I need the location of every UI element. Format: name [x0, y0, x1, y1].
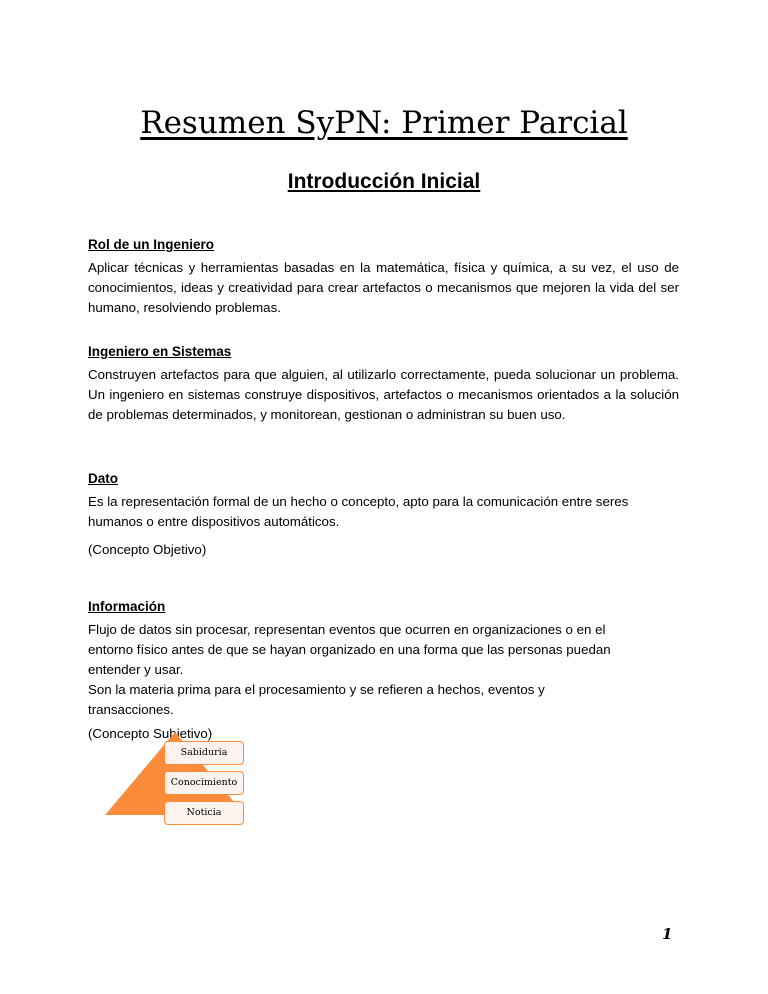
note-dato: (Concepto Objetivo): [88, 542, 207, 557]
heading-rol-ingeniero: Rol de un Ingeniero: [88, 237, 215, 252]
pyramid-level-sabiduria: Sabiduria: [164, 741, 244, 765]
paragraph-informacion-2: Son la materia prima para el procesamiento y se refieren a hechos, eventos y transacciones.: [88, 682, 545, 717]
heading-informacion: Información: [88, 599, 166, 614]
pyramid-level-conocimiento: Conocimiento: [164, 771, 244, 795]
paragraph-ingeniero-sistemas: Construyen artefactos para que alguien, al utilizarlo correctamente, pueda solucionar un problema. Un ingeniero en sistemas construye dispositivos, artefactos o mecanismos orientados a la solución de problemas determinados, y monitorean, gestionan o administran su buen uso.: [88, 367, 679, 422]
heading-ingeniero-sistemas: Ingeniero en Sistemas: [88, 344, 232, 359]
paragraph-dato: Es la representación formal de un hecho o concepto, apto para la comunicación entre seres humanos o entre dispositivos automáticos.: [88, 494, 629, 529]
paragraph-rol-ingeniero: Aplicar técnicas y herramientas basadas en la matemática, física y química, a su vez, el uso de conocimientos, ideas y creatividad para crear artefactos o mecanismos que mejoren la vida del ser humano, resolviendo problemas.: [88, 260, 679, 315]
paragraph-informacion: Flujo de datos sin procesar, representan eventos que ocurren en organizaciones o en el entorno físico antes de que se hayan organizado en una forma que las personas puedan entender y usar.: [88, 622, 611, 677]
heading-dato: Dato: [88, 471, 118, 486]
page-number: 1: [662, 925, 673, 943]
section-title: Introducción Inicial: [287, 170, 481, 193]
pyramid-level-noticia: Noticia: [164, 801, 244, 825]
document-title: Resumen SyPN: Primer Parcial: [140, 105, 628, 141]
note-informacion: (Concepto Subjetivo): [88, 726, 213, 741]
